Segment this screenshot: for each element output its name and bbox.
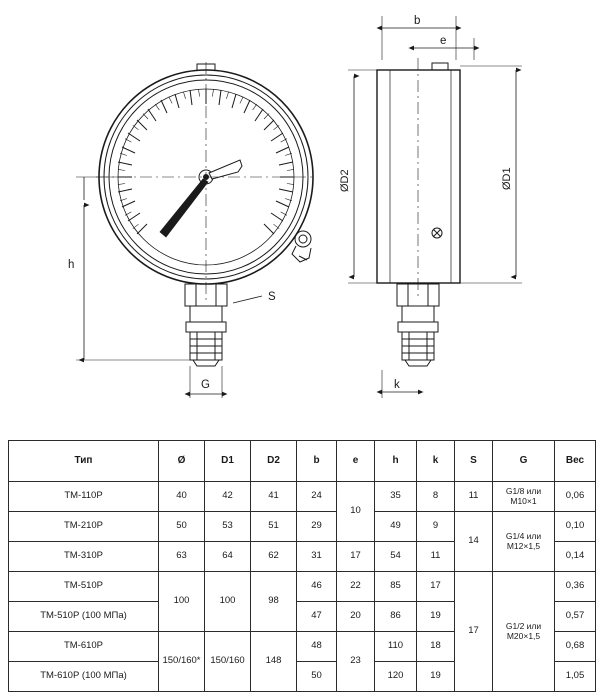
label-g: G (201, 379, 210, 391)
cell-e: 23 (337, 632, 375, 692)
cell-h: 54 (375, 542, 417, 572)
header-g: G (493, 441, 555, 482)
cell-k: 18 (417, 632, 455, 662)
cell-o: 40 (159, 482, 205, 512)
cell-b: 29 (297, 512, 337, 542)
label-d2: ØD2 (339, 169, 351, 192)
label-h: h (68, 259, 75, 271)
cell-d2: 41 (251, 482, 297, 512)
table-header-row (9, 441, 596, 482)
cell-weight: 0,36 (555, 572, 596, 602)
cell-b: 31 (297, 542, 337, 572)
header-type: Тип (9, 441, 159, 482)
cell-weight: 0,57 (555, 602, 596, 632)
cell-s: 11 (455, 482, 493, 512)
header-e: e (337, 441, 375, 482)
cell-weight: 0,14 (555, 542, 596, 572)
cell-d1: 42 (205, 482, 251, 512)
cell-type: ТМ-310Р (9, 542, 159, 572)
cell-o: 100 (159, 572, 205, 632)
label-b: b (414, 15, 421, 27)
cell-s: 14 (455, 512, 493, 572)
cell-h: 85 (375, 572, 417, 602)
spec-table (8, 440, 596, 692)
header-weight: Вес (555, 441, 596, 482)
cell-h: 110 (375, 632, 417, 662)
gauge-front-view (68, 62, 316, 398)
cell-type: ТМ-510Р (9, 572, 159, 602)
cell-o: 150/160* (159, 632, 205, 692)
cell-b: 47 (297, 602, 337, 632)
cell-d1: 64 (205, 542, 251, 572)
header-h: h (375, 441, 417, 482)
header-k: k (417, 441, 455, 482)
cell-weight: 0,10 (555, 512, 596, 542)
cell-type: ТМ-210Р (9, 512, 159, 542)
cell-type: ТМ-510Р (100 МПа) (9, 602, 159, 632)
cell-d2: 51 (251, 512, 297, 542)
table-row (9, 482, 596, 512)
label-d1: ØD1 (501, 167, 513, 190)
cell-k: 11 (417, 542, 455, 572)
cell-weight: 0,06 (555, 482, 596, 512)
cell-k: 8 (417, 482, 455, 512)
cell-type: ТМ-110Р (9, 482, 159, 512)
cell-h: 120 (375, 662, 417, 692)
cell-b: 48 (297, 632, 337, 662)
cell-h: 49 (375, 512, 417, 542)
cell-b: 46 (297, 572, 337, 602)
table-row (9, 572, 596, 602)
cell-e: 22 (337, 572, 375, 602)
label-s: S (268, 291, 276, 303)
cell-d1: 100 (205, 572, 251, 632)
label-e: e (440, 35, 447, 47)
label-k: k (394, 379, 400, 391)
cell-h: 86 (375, 602, 417, 632)
spec-table-container (8, 440, 595, 692)
cell-e: 17 (337, 542, 375, 572)
cell-d1: 53 (205, 512, 251, 542)
header-b: b (297, 441, 337, 482)
cell-b: 24 (297, 482, 337, 512)
cell-h: 35 (375, 482, 417, 512)
cell-o: 50 (159, 512, 205, 542)
cell-d2: 62 (251, 542, 297, 572)
cell-type: ТМ-610Р (100 МПа) (9, 662, 159, 692)
cell-o: 63 (159, 542, 205, 572)
cell-e: 10 (337, 482, 375, 542)
cell-s: 17 (455, 572, 493, 692)
cell-k: 9 (417, 512, 455, 542)
cell-weight: 1,05 (555, 662, 596, 692)
cell-d2: 148 (251, 632, 297, 692)
cell-d1: 150/160 (205, 632, 251, 692)
cell-e: 20 (337, 602, 375, 632)
cell-k: 19 (417, 662, 455, 692)
header-d1: D1 (205, 441, 251, 482)
cell-type: ТМ-610Р (9, 632, 159, 662)
cell-g: G1/4 или M12×1,5 (493, 512, 555, 572)
cell-weight: 0,68 (555, 632, 596, 662)
cell-g: G1/2 или M20×1,5 (493, 572, 555, 692)
cell-k: 17 (417, 572, 455, 602)
header-o: Ø (159, 441, 205, 482)
cell-g: G1/8 или M10×1 (493, 482, 555, 512)
header-s: S (455, 441, 493, 482)
table-row (9, 512, 596, 542)
cell-b: 50 (297, 662, 337, 692)
cell-d2: 98 (251, 572, 297, 632)
cell-k: 19 (417, 602, 455, 632)
header-d2: D2 (251, 441, 297, 482)
gauge-side-view (339, 15, 522, 398)
